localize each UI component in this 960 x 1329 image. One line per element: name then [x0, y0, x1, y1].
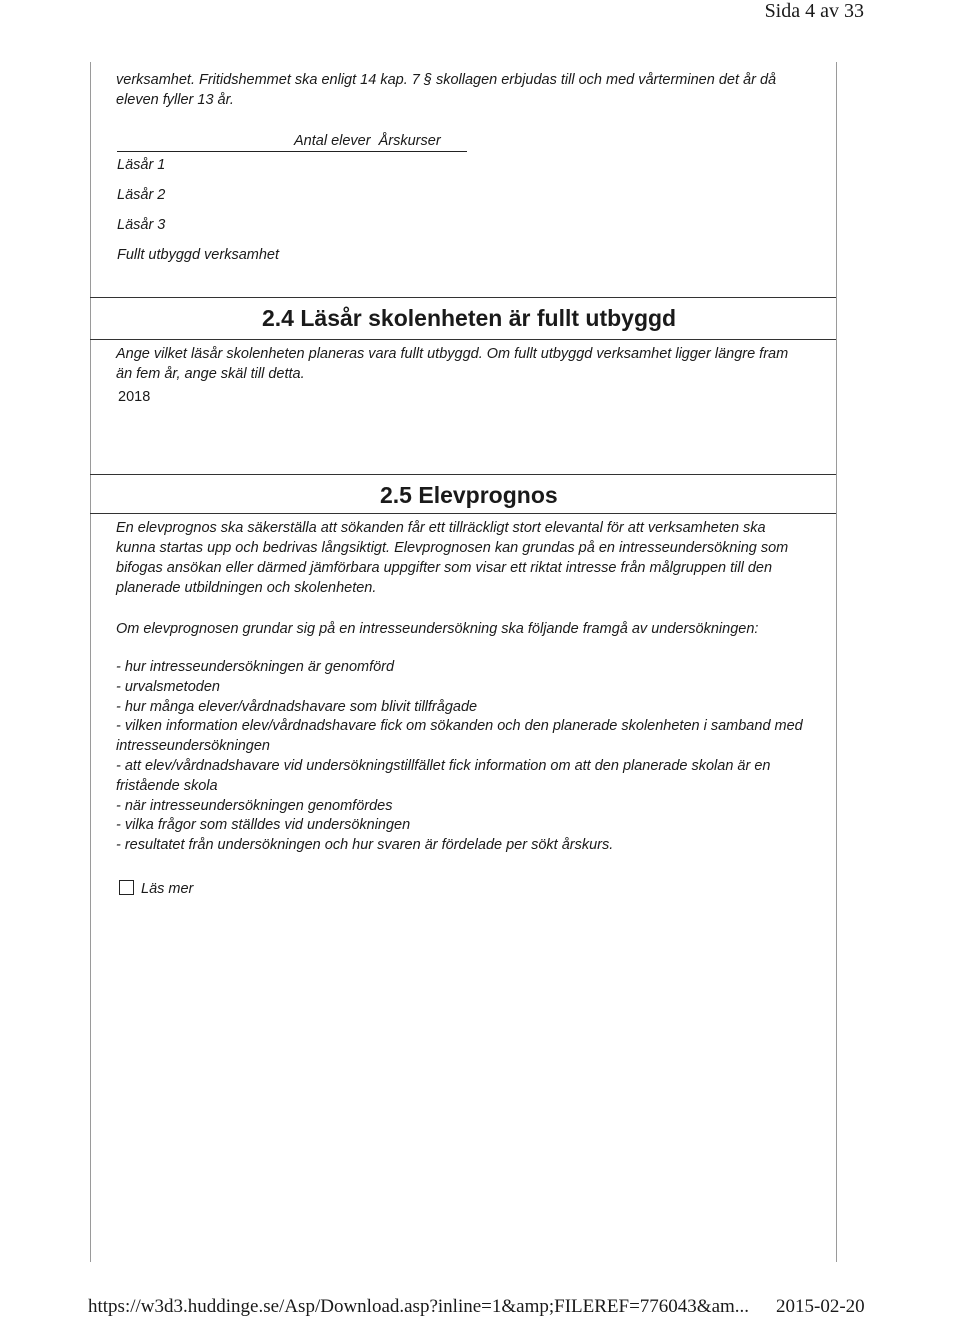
list-item: - när intresseundersökningen genomfördes — [116, 797, 393, 814]
footer-date: 2015-02-20 — [776, 1296, 865, 1317]
table-row: Läsår 2 — [117, 187, 166, 203]
list-item: - hur många elever/vårdnadshavare som blivit tillfrågade — [116, 698, 478, 715]
table-header — [294, 131, 441, 151]
list-item: - resultatet från undersökningen och hur svaren är fördelade per sökt årskurs. — [116, 837, 614, 854]
section-2-5-bottom-rule — [90, 513, 836, 514]
section-2-4-instructions: Ange vilket läsår skolenheten planeras vara fullt utbyggd. Om fullt utbyggd verksamhet ligger längre fram än fem år, ange skäl till detta. — [116, 346, 789, 382]
column-header-arskurser: Årskurser — [378, 133, 441, 149]
section-2-5-title: 2.5 Elevprognos — [380, 482, 558, 508]
school-full-year-answer: 2018 — [118, 389, 151, 405]
survey-requirements-list — [116, 658, 803, 856]
list-item: - vilken information elev/vårdnadshavare fick om sökanden och den planerade skolenheten i samband med — [116, 718, 803, 735]
read-more-label[interactable]: Läs mer — [141, 881, 194, 897]
section-2-4-top-rule — [90, 297, 836, 298]
section-2-4-bottom-rule — [90, 339, 836, 340]
list-item: - urvalsmetoden — [116, 678, 220, 695]
table-row: Läsår 3 — [117, 217, 166, 233]
page-number: Sida 4 av 33 — [764, 0, 864, 22]
table-row: Fullt utbyggd verksamhet — [117, 247, 279, 263]
form-right-border — [836, 62, 837, 1262]
list-item: fristående skola — [116, 777, 218, 794]
survey-requirements-intro: Om elevprognosen grundar sig på en intresseundersökning ska följande framgå av undersökningen: — [116, 621, 759, 637]
section-2-4-title: 2.4 Läsår skolenheten är fullt utbyggd — [262, 305, 677, 331]
form-left-border — [90, 62, 91, 1262]
column-header-antal-elever: Antal elever — [294, 133, 371, 149]
table-row: Läsår 1 — [117, 157, 166, 173]
list-item: - att elev/vårdnadshavare vid undersökningstillfället fick information om att den planerade skolan är en — [116, 757, 771, 774]
footer-url: https://w3d3.huddinge.se/Asp/Download.asp?inline=1&amp;FILEREF=776043&am... — [88, 1296, 750, 1317]
read-more-checkbox[interactable] — [119, 880, 134, 895]
section-2-5-top-rule — [90, 474, 836, 475]
elevprognos-description: En elevprognos ska säkerställa att sökanden får ett tillräckligt stort elevantal för att verksamheten ska kunna startas upp och bedrivas långsiktigt. Elevprognosen kan grundas på en intresseundersökning som bifogas ansökan eller därmed jämförbara uppgifter som visar ett riktat intresse från målgruppen till den planerade utbildningen och skolenheten. — [116, 520, 789, 596]
list-item: intresseundersökningen — [116, 738, 270, 755]
intro-text: verksamhet. Fritidshemmet ska enligt 14 kap. 7 § skollagen erbjudas till och med vårterminen det år då eleven fyller 13 år. — [116, 72, 777, 108]
list-item: - hur intresseundersökningen är genomförd — [116, 659, 395, 675]
list-item: - vilka frågor som ställdes vid undersökningen — [116, 817, 411, 834]
table-header-rule — [117, 151, 467, 152]
